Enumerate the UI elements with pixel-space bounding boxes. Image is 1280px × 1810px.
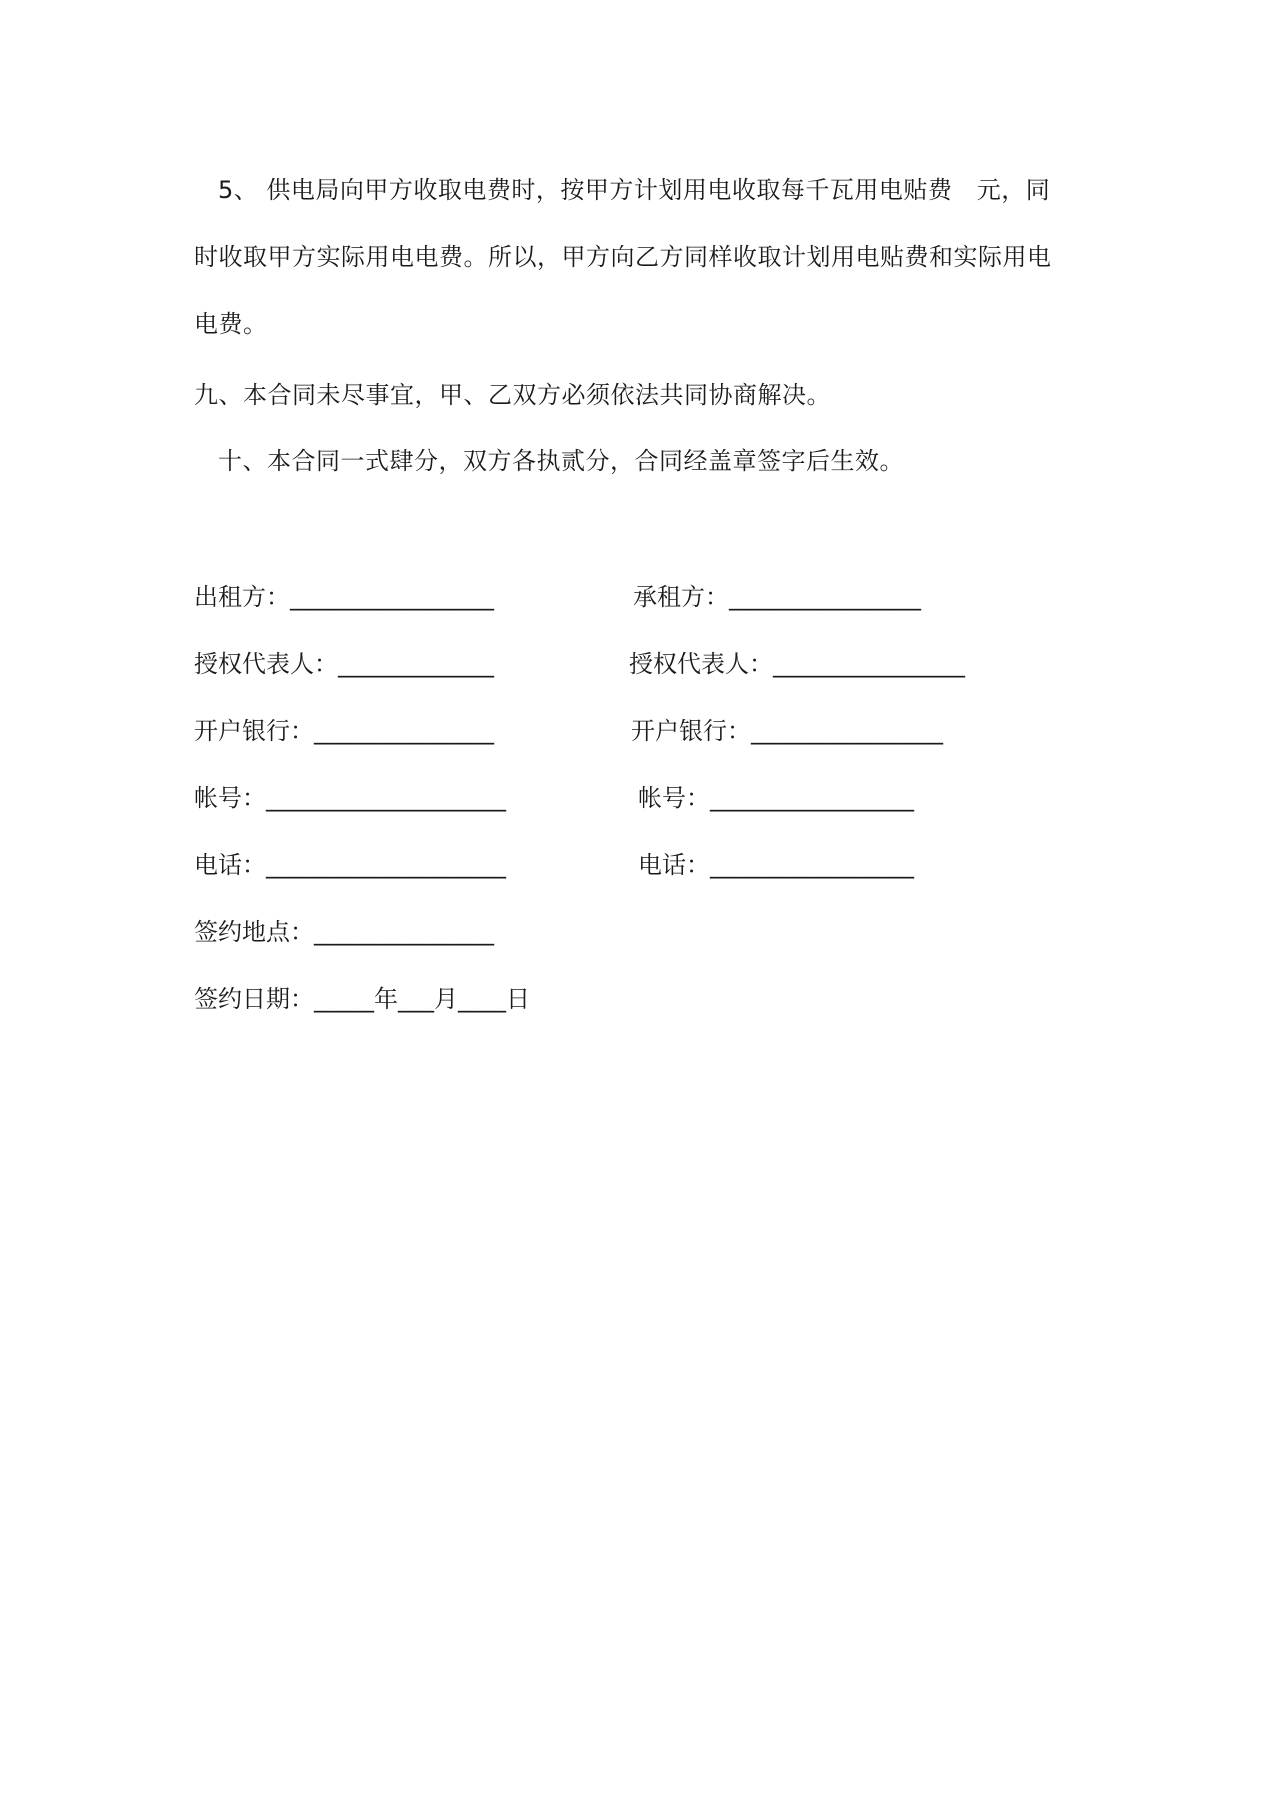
clause-9: 九、本合同未尽事宜，甲、乙双方必须依法共同协商解决。: [194, 381, 831, 409]
lessor-representative-field: 授权代表人：_____________: [194, 650, 494, 678]
paragraph-5-line-1: 5、 供电局向甲方收取电费时，按甲方计划用电收取每千瓦用电贴费 元，同: [218, 176, 1051, 204]
paragraph-5-line-2: 时收取甲方实际用电电费。所以，甲方向乙方同样收取计划用电贴费和实际用电: [194, 243, 1052, 271]
lessee-representative-field: 授权代表人：________________: [629, 650, 965, 678]
lessee-account-field: 帐号：_________________: [638, 784, 914, 812]
paragraph-5-line-3: 电费。: [194, 310, 268, 338]
lessee-phone-field: 电话：_________________: [638, 851, 914, 879]
lessor-phone-field: 电话：____________________: [194, 851, 506, 879]
lessee-field: 承租方：________________: [633, 583, 921, 611]
signing-place-field: 签约地点：_______________: [194, 918, 494, 946]
signing-date-field: 签约日期：_____年___月____日: [194, 985, 530, 1013]
lessor-bank-field: 开户银行：_______________: [194, 717, 494, 745]
clause-10: 十、本合同一式肆分，双方各执贰分，合同经盖章签字后生效。: [218, 447, 904, 475]
lessor-account-field: 帐号：____________________: [194, 784, 506, 812]
lessee-bank-field: 开户银行：________________: [631, 717, 943, 745]
lessor-field: 出租方：_________________: [194, 583, 494, 611]
